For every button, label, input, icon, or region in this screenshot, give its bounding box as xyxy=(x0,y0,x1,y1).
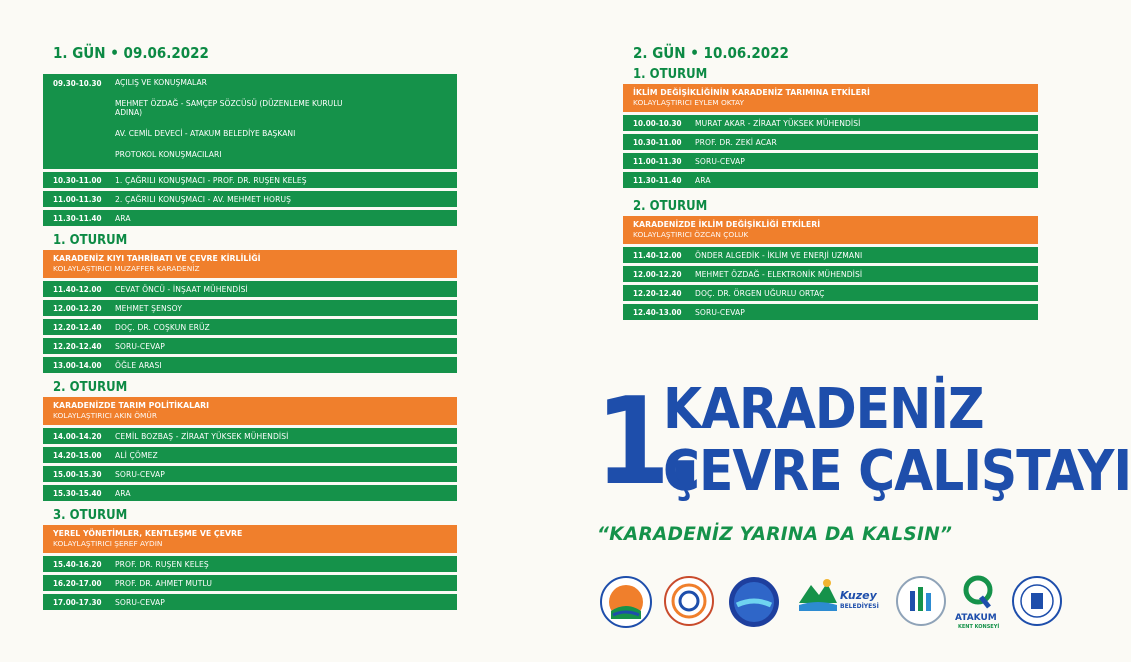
platform-seal-logo xyxy=(895,575,947,627)
day1-title: 1. GÜN • 09.06.2022 xyxy=(53,44,209,62)
schedule-row xyxy=(43,300,457,316)
schedule-row xyxy=(43,172,457,188)
topic-title: İKLİM DEĞİŞİKLİĞİNİN KARADENİZ TARIMINA ETKİLERİ xyxy=(633,88,870,97)
schedule-row xyxy=(623,266,1038,282)
row-text: PROF. DR. ZEKİ ACAR xyxy=(695,137,777,147)
row-text: MEHMET ŞENSOY xyxy=(115,303,183,313)
day1-opening-block xyxy=(43,74,457,226)
headline-line2: ÇEVRE ÇALIŞTAYI xyxy=(663,439,1131,504)
topic-moderator: KOLAYLAŞTIRICI ŞEREF AYDIN xyxy=(53,539,163,548)
row-text: ÖĞLE ARASI xyxy=(115,360,162,370)
row-time: 10.30-11.00 xyxy=(53,175,102,185)
row-time: 10.00-10.30 xyxy=(633,118,682,128)
row-text: CEVAT ÖNCÜ - İNŞAAT MÜHENDİSİ xyxy=(115,284,248,294)
day1-column xyxy=(43,42,457,613)
atakum-logo-mark xyxy=(963,575,993,611)
samcep-logo xyxy=(727,575,781,629)
schedule-row xyxy=(43,575,457,591)
row-time: 13.00-14.00 xyxy=(53,360,102,370)
row-text: CEMİL BOZBAŞ - ZİRAAT YÜKSEK MÜHENDİSİ xyxy=(115,431,289,441)
row-text: SORU-CEVAP xyxy=(115,597,165,607)
row-text: ARA xyxy=(115,488,131,498)
row-text: ARA xyxy=(115,213,131,223)
row-text: MURAT AKAR - ZİRAAT YÜKSEK MÜHENDİSİ xyxy=(695,118,861,128)
slogan: “KARADENİZ YARINA DA KALSIN” xyxy=(597,524,953,545)
row-time: 11.40-12.00 xyxy=(633,250,682,260)
opening-line: AV. CEMİL DEVECİ - ATAKUM BELEDİYE BAŞKANI xyxy=(115,129,296,138)
topic-title: KARADENİZDE İKLİM DEĞİŞİKLİĞİ ETKİLERİ xyxy=(633,220,821,229)
atakum-logo-sub: KENT KONSEYİ xyxy=(958,624,1000,630)
opening-row xyxy=(43,74,457,169)
schedule-row xyxy=(43,594,457,610)
schedule-row xyxy=(43,281,457,297)
row-time: 12.20-12.40 xyxy=(633,288,682,298)
row-time: 14.20-15.00 xyxy=(53,450,102,460)
row-text: DOÇ. DR. ÖRGEN UĞURLU ORTAÇ xyxy=(695,288,825,298)
opening-lines xyxy=(111,74,355,159)
session-topic xyxy=(623,84,1038,112)
schedule-row xyxy=(623,247,1038,263)
atakum-logo-text: ATAKUM xyxy=(955,613,997,623)
kuzey-logo-mark xyxy=(797,575,839,615)
row-time: 11.00-11.30 xyxy=(633,156,682,166)
schedule-row xyxy=(623,172,1038,188)
row-text: ALİ ÇÖMEZ xyxy=(115,450,158,460)
schedule-row xyxy=(623,115,1038,131)
schedule-row xyxy=(43,357,457,373)
schedule-row xyxy=(43,447,457,463)
session-topic xyxy=(43,250,457,278)
row-text: SORU-CEVAP xyxy=(695,156,745,166)
sponsor-logos xyxy=(597,575,1067,635)
schedule-row xyxy=(623,304,1038,320)
topic-moderator: KOLAYLAŞTIRICI EYLEM OKTAY xyxy=(633,98,744,107)
session-title: 2. OTURUM xyxy=(53,380,128,395)
session-title: 1. OTURUM xyxy=(633,67,708,82)
row-time: 11.30-11.40 xyxy=(633,175,682,185)
kuzey-logo-text: Kuzey xyxy=(840,589,877,602)
opening-line: AÇILIŞ VE KONUŞMALAR xyxy=(115,78,207,87)
opening-line: MEHMET ÖZDAĞ - SAMÇEP SÖZCÜSÜ (DÜZENLEME KURULU ADINA) xyxy=(115,99,343,117)
row-time: 10.30-11.00 xyxy=(633,137,682,147)
schedule-row xyxy=(43,319,457,335)
session-topic xyxy=(43,397,457,425)
row-time: 14.00-14.20 xyxy=(53,431,102,441)
opening-line: PROTOKOL KONUŞMACILARI xyxy=(115,150,222,159)
kuzey-logo-sub: BELEDİYESİ xyxy=(840,603,879,610)
row-text: 1. ÇAĞRILI KONUŞMACI - PROF. DR. RUŞEN KELEŞ xyxy=(115,175,307,185)
day2-title: 2. GÜN • 10.06.2022 xyxy=(633,44,789,62)
row-text: ÖNDER ALGEDİK - İKLİM VE ENERJİ UZMANI xyxy=(695,250,863,260)
row-time: 11.00-11.30 xyxy=(53,194,102,204)
row-time: 12.20-12.40 xyxy=(53,322,102,332)
row-time: 12.20-12.40 xyxy=(53,341,102,351)
row-time: 11.30-11.40 xyxy=(53,213,102,223)
topic-moderator: KOLAYLAŞTIRICI ÖZCAN ÇOLUK xyxy=(633,230,749,239)
headline-number: 1. xyxy=(595,373,700,512)
municipality-seal-logo xyxy=(599,575,653,629)
schedule-row xyxy=(43,428,457,444)
row-time: 17.00-17.30 xyxy=(53,597,102,607)
row-text: 2. ÇAĞRILI KONUŞMACI - AV. MEHMET HORUŞ xyxy=(115,194,292,204)
schedule-row xyxy=(43,338,457,354)
row-text: PROF. DR. RUŞEN KELEŞ xyxy=(115,559,209,569)
row-text: PROF. DR. AHMET MUTLU xyxy=(115,578,213,588)
row-time: 11.40-12.00 xyxy=(53,284,102,294)
schedule-row xyxy=(623,153,1038,169)
schedule-row xyxy=(623,134,1038,150)
schedule-row xyxy=(623,285,1038,301)
row-time: 16.20-17.00 xyxy=(53,578,102,588)
row-time: 15.40-16.20 xyxy=(53,559,102,569)
topic-moderator: KOLAYLAŞTIRICI AKIN ÖMÜR xyxy=(53,411,157,420)
topic-title: KARADENİZDE TARIM POLİTİKALARI xyxy=(53,401,210,410)
event-headline xyxy=(595,373,1131,513)
schedule-row xyxy=(43,191,457,207)
headline-line1: KARADENİZ xyxy=(663,377,984,442)
schedule-row xyxy=(43,556,457,572)
row-time: 15.30-15.40 xyxy=(53,488,102,498)
topic-title: YEREL YÖNETİMLER, KENTLEŞME VE ÇEVRE xyxy=(53,529,243,538)
bar-association-seal-logo xyxy=(1011,575,1063,627)
session-title: 1. OTURUM xyxy=(53,233,128,248)
row-text: MEHMET ÖZDAĞ - ELEKTRONİK MÜHENDİSİ xyxy=(695,269,863,279)
university-seal-logo xyxy=(663,575,715,627)
row-text: SORU-CEVAP xyxy=(115,469,165,479)
session-title: 2. OTURUM xyxy=(633,199,708,214)
topic-title: KARADENİZ KIYI TAHRİBATI VE ÇEVRE KİRLİLİĞİ xyxy=(53,254,261,263)
row-text: ARA xyxy=(695,175,711,185)
topic-moderator: KOLAYLAŞTIRICI MUZAFFER KARADENİZ xyxy=(53,264,200,273)
row-text: SORU-CEVAP xyxy=(695,307,745,317)
day2-column xyxy=(623,42,1038,323)
row-time: 15.00-15.30 xyxy=(53,469,102,479)
schedule-row xyxy=(43,210,457,226)
row-time: 12.40-13.00 xyxy=(633,307,682,317)
session-title: 3. OTURUM xyxy=(53,508,128,523)
row-time: 09.30-10.30 xyxy=(53,79,102,88)
row-text: DOÇ. DR. COŞKUN ERÜZ xyxy=(115,322,210,332)
session-topic xyxy=(43,525,457,553)
row-time: 12.00-12.20 xyxy=(633,269,682,279)
row-text: SORU-CEVAP xyxy=(115,341,165,351)
row-time: 12.00-12.20 xyxy=(53,303,102,313)
session-topic xyxy=(623,216,1038,244)
schedule-row xyxy=(43,485,457,501)
schedule-row xyxy=(43,466,457,482)
